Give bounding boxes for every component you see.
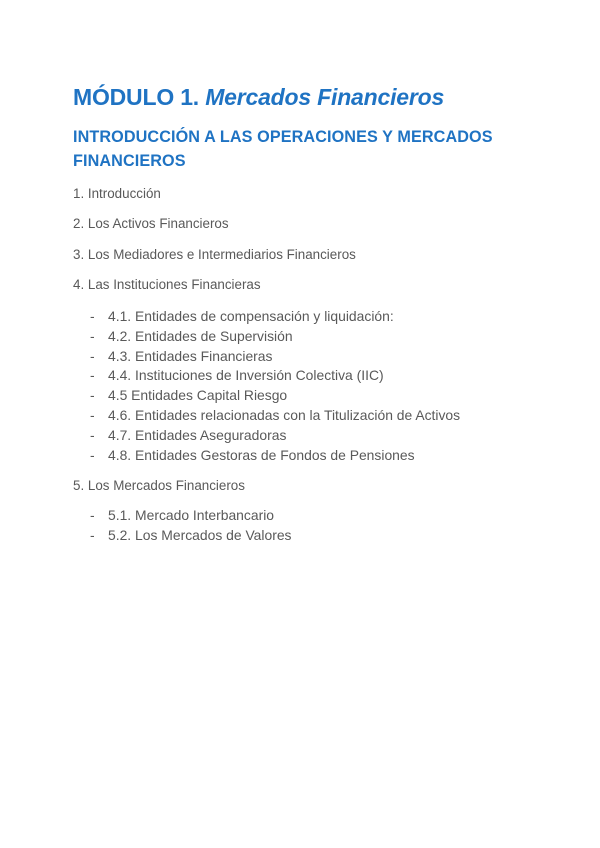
toc-subitems-4: [90, 307, 460, 465]
toc-item-3: 3. Los Mediadores e Intermediarios Financieros: [73, 247, 356, 262]
section-title: INTRODUCCIÓN A LAS OPERACIONES Y MERCADOS FINANCIEROS: [73, 128, 493, 170]
dash-bullet: -: [90, 387, 95, 404]
dash-bullet: -: [90, 526, 95, 543]
toc-subitem: [90, 506, 292, 526]
dash-bullet: -: [90, 446, 95, 463]
toc-subitem-label: 5.2. Los Mercados de Valores: [108, 526, 292, 543]
module-title: [73, 84, 444, 111]
toc-subitem: [90, 526, 292, 546]
dash-bullet: -: [90, 327, 95, 344]
dash-bullet: -: [90, 507, 95, 523]
toc-item-4: 4. Las Instituciones Financieras: [73, 277, 261, 292]
toc-subitems-5: [90, 506, 292, 546]
toc-subitem: [90, 386, 460, 406]
dash-bullet: -: [90, 367, 95, 384]
module-title-prefix: MÓDULO 1.: [73, 84, 199, 110]
toc-subitem: [90, 446, 460, 466]
toc-subitem-label: 5.1. Mercado Interbancario: [108, 507, 275, 523]
dash-bullet: -: [90, 426, 95, 443]
toc-subitem-label: 4.8. Entidades Gestoras de Fondos de Pensiones: [108, 446, 415, 463]
toc-subitem-label: 4.6. Entidades relacionadas con la Titulización de Activos: [108, 406, 461, 423]
toc-subitem-label: 4.2. Entidades de Supervisión: [108, 327, 293, 344]
toc-item-5: 5. Los Mercados Financieros: [73, 478, 245, 493]
toc-subitem-label: 4.3. Entidades Financieras: [108, 347, 273, 364]
toc-item-2: 2. Los Activos Financieros: [73, 216, 229, 231]
dash-bullet: -: [90, 347, 95, 364]
toc-subitem-label: 4.7. Entidades Aseguradoras: [108, 426, 287, 443]
dash-bullet: -: [90, 308, 95, 324]
toc-subitem: [90, 327, 460, 347]
toc-subitem: [90, 347, 460, 367]
toc-subitem: [90, 307, 460, 327]
toc-subitem-label: 4.1. Entidades de compensación y liquidación:: [108, 308, 394, 324]
toc-subitem-label: 4.5 Entidades Capital Riesgo: [108, 387, 288, 404]
dash-bullet: -: [90, 406, 95, 423]
toc-item-1: 1. Introducción: [73, 186, 161, 201]
toc-subitem: [90, 366, 460, 386]
toc-subitem: [90, 426, 460, 446]
toc-subitem: [90, 406, 460, 426]
module-title-name: Mercados Financieros: [205, 84, 445, 110]
toc-subitem-label: 4.4. Instituciones de Inversión Colectiva (IIC): [108, 367, 384, 384]
